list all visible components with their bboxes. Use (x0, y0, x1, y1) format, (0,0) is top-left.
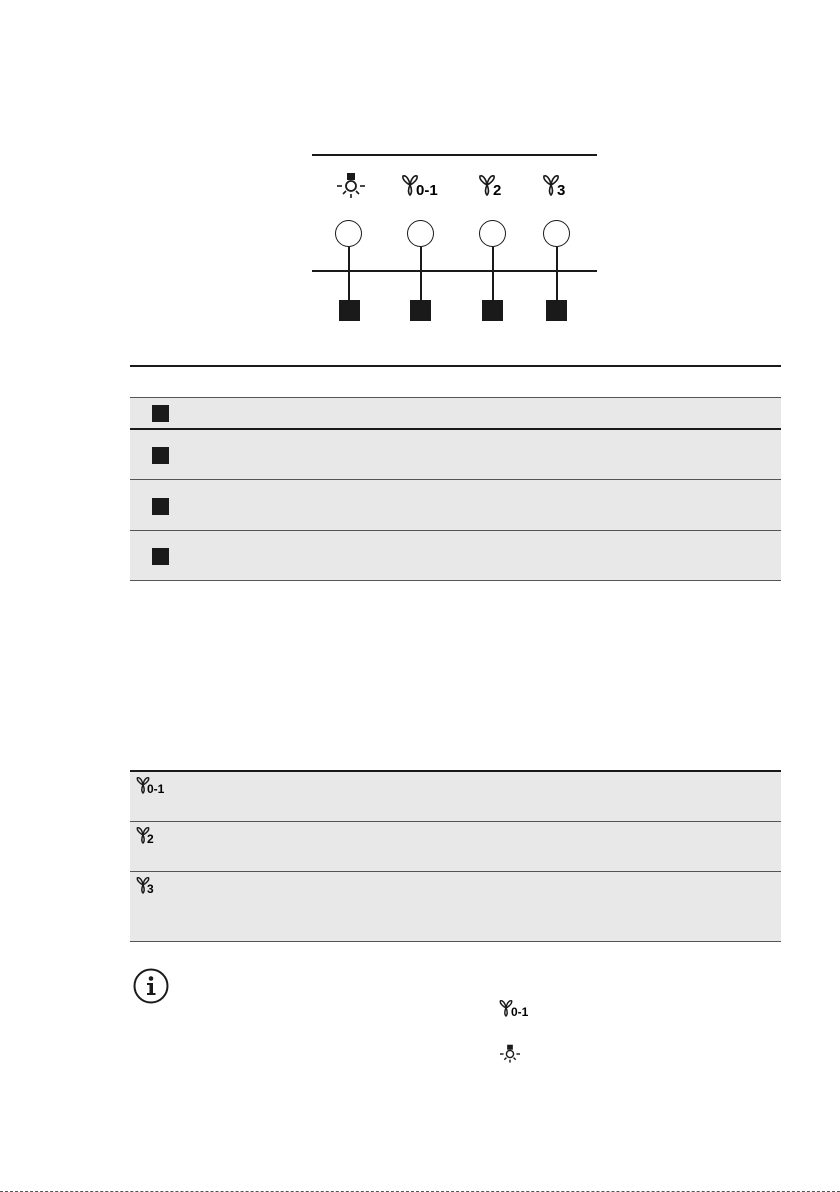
fan-speed-2-button[interactable] (479, 220, 506, 247)
light-button[interactable] (335, 220, 362, 247)
marker-square (152, 447, 169, 464)
fan-speed-3-icon (541, 174, 571, 200)
fan-speed-label: 3 (557, 182, 566, 199)
marker-square (152, 405, 169, 422)
note-light-bulb-icon (498, 1044, 522, 1064)
table-rule (130, 941, 781, 942)
callout-square (482, 300, 503, 321)
light-bulb-icon (335, 172, 367, 200)
leader-line (348, 247, 350, 303)
info-icon (133, 968, 169, 1004)
callout-square (546, 300, 567, 321)
table-row (130, 480, 781, 530)
fan-speed-label: 3 (147, 882, 154, 896)
table-row (130, 872, 781, 941)
fan-speed-label: 0-1 (147, 782, 165, 796)
control-panel-diagram (312, 154, 597, 324)
table-header-row (130, 367, 781, 397)
leader-line (492, 247, 494, 303)
fan-speed-2-icon (477, 174, 507, 200)
callout-square (410, 300, 431, 321)
table-row (130, 822, 781, 871)
fan-speed-3-button[interactable] (543, 220, 570, 247)
marker-square (152, 498, 169, 515)
table-row (130, 430, 781, 479)
fan-speed-0-1-icon (400, 174, 446, 200)
fan-icon (135, 876, 169, 898)
controls-table (130, 365, 781, 581)
leader-line (420, 247, 422, 303)
table-row (130, 531, 781, 580)
fan-speed-table (130, 770, 781, 942)
table-rule (130, 580, 781, 581)
table-row (130, 772, 781, 821)
marker-square (152, 548, 169, 565)
fan-speed-label: 0-1 (416, 182, 438, 199)
note-fan-speed-0-1-icon (498, 999, 538, 1021)
leader-line (556, 247, 558, 303)
callout-square (339, 300, 360, 321)
fan-speed-0-1-button[interactable] (407, 220, 434, 247)
table-row (130, 398, 781, 428)
fan-speed-label: 0-1 (511, 1005, 529, 1019)
panel-bottom-line (312, 270, 597, 272)
fan-icon (135, 826, 169, 848)
panel-top-line (312, 154, 597, 156)
fan-speed-label: 2 (493, 182, 502, 199)
fan-icon (135, 776, 169, 798)
fan-speed-label: 2 (147, 832, 154, 846)
